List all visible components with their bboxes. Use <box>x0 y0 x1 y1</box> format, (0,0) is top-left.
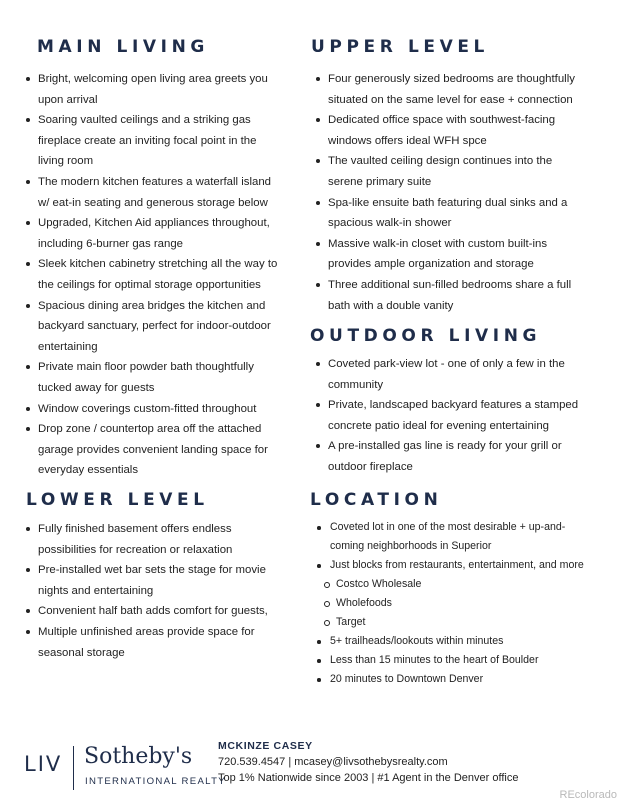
footer <box>0 738 621 804</box>
list-item-text: seasonal storage <box>38 646 125 659</box>
lower-level-section <box>26 490 301 663</box>
list-item-text: living room <box>38 155 94 168</box>
list-item-text: serene primary suite <box>328 175 432 188</box>
list-item-text: tucked away for guests <box>38 381 155 394</box>
lower-level-list <box>26 519 301 663</box>
list-item-text: Bright, welcoming open living area greets you <box>38 73 268 85</box>
location-sublist <box>317 575 617 632</box>
list-item <box>317 518 617 556</box>
list-item <box>317 651 617 670</box>
list-item <box>26 357 301 398</box>
list-item-text: The vaulted ceiling design continues into the <box>328 155 553 168</box>
list-item <box>316 151 616 192</box>
list-item <box>26 110 301 172</box>
list-item-text: provides ample organization and storage <box>328 258 534 271</box>
sublist-container <box>317 575 617 632</box>
agent-block <box>218 740 518 784</box>
list-item-text: w/ eat-in seating and generous storage below <box>38 196 268 209</box>
location-list <box>317 518 617 689</box>
list-item-text: concrete patio ideal for evening entertaining <box>328 419 549 432</box>
outdoor-living-list <box>310 354 616 478</box>
list-item <box>316 110 616 151</box>
list-item <box>26 213 301 254</box>
list-item-text: including 6-burner gas range <box>38 237 184 250</box>
list-item-text: 20 minutes to Downtown Denver <box>330 673 484 685</box>
list-item-text: backyard sanctuary, perfect for indoor-outdoor <box>38 320 271 333</box>
agent-contact[interactable]: 720.539.4547 | mcasey@livsothebysrealty.com <box>218 756 448 768</box>
list-item-text: Less than 15 minutes to the heart of Boulder <box>330 654 539 666</box>
lower-level-heading: LOWER LEVEL <box>26 490 209 510</box>
list-item-text: possibilities for recreation or relaxation <box>38 543 233 556</box>
list-item <box>26 254 301 295</box>
list-item <box>316 275 616 316</box>
agent-tagline: Top 1% Nationwide since 2003 | #1 Agent in the Denver office <box>218 772 519 784</box>
upper-level-list <box>316 69 616 316</box>
list-item <box>317 556 617 575</box>
list-item <box>310 395 616 436</box>
list-item-text: entertaining <box>38 340 98 353</box>
agent-name: MCKINZE CASEY <box>218 740 313 752</box>
sublist-item: Wholefoods <box>324 594 617 613</box>
list-item-text: Four generously sized bedrooms are thoughtfully <box>328 73 575 85</box>
list-item-text: situated on the same level for ease + connection <box>328 93 573 106</box>
list-item-text: Spacious dining area bridges the kitchen and <box>38 299 266 312</box>
main-living-heading: MAIN LIVING <box>37 37 209 57</box>
list-item-text: Upgraded, Kitchen Aid appliances throughout, <box>38 217 270 230</box>
list-item-text: Private, landscaped backyard features a stamped <box>328 399 579 412</box>
list-item-text: nights and entertaining <box>38 584 154 597</box>
upper-level-section <box>311 37 616 316</box>
list-item-text: 5+ trailheads/lookouts within minutes <box>330 635 504 647</box>
list-item <box>26 172 301 213</box>
sublist-item: Costco Wholesale <box>324 575 617 594</box>
list-item-text: Sleek kitchen cabinetry stretching all the way to <box>38 258 278 271</box>
list-item <box>310 354 616 395</box>
recolorado-watermark: REcolorado <box>559 789 617 801</box>
liv-logo: LIV <box>24 752 63 776</box>
list-item-text: upon arrival <box>38 93 98 106</box>
list-item <box>26 399 301 420</box>
list-item-text: Massive walk-in closet with custom built-ins <box>328 237 548 250</box>
list-item <box>26 296 301 358</box>
list-item <box>26 519 301 560</box>
upper-level-heading: UPPER LEVEL <box>311 37 489 57</box>
international-realty-label: INTERNATIONAL REALTY <box>85 776 226 787</box>
list-item <box>316 193 616 234</box>
list-item-text: fireplace create an inviting focal point in the <box>38 134 257 147</box>
list-item-text: Dedicated office space with southwest-facing <box>328 114 556 127</box>
list-item-text: garage provides convenient landing space for <box>38 443 268 456</box>
list-item-text: Window coverings custom-fitted throughout <box>38 402 257 415</box>
list-item-text: Coveted park-view lot - one of only a few in the <box>328 358 565 370</box>
list-item <box>316 234 616 275</box>
list-item-text: Multiple unfinished areas provide space for <box>38 625 255 638</box>
list-item-text: coming neighborhoods in Superior <box>330 540 492 552</box>
list-item <box>317 632 617 651</box>
location-section <box>310 490 617 689</box>
list-item <box>26 622 301 663</box>
sublist-item: Target <box>324 613 617 632</box>
list-item <box>26 419 301 481</box>
list-item <box>310 436 616 477</box>
location-heading: LOCATION <box>310 490 443 510</box>
list-item-text: spacious walk-in shower <box>328 217 452 230</box>
list-item-text: windows offers ideal WFH spce <box>328 134 487 147</box>
list-item-text: Drop zone / countertop area off the attached <box>38 423 262 436</box>
list-item <box>317 670 617 689</box>
main-living-section <box>26 37 301 481</box>
outdoor-living-heading: OUTDOOR LIVING <box>310 326 542 346</box>
list-item-text: Spa-like ensuite bath featuring dual sinks and a <box>328 196 568 209</box>
main-living-list <box>26 69 301 481</box>
list-item-text: Fully finished basement offers endless <box>38 523 232 535</box>
list-item-text: community <box>328 378 384 391</box>
list-item-text: everyday essentials <box>38 464 139 477</box>
list-item-text: Convenient half bath adds comfort for guests, <box>38 605 268 618</box>
list-item-text: outdoor fireplace <box>328 460 413 473</box>
list-item <box>316 69 616 110</box>
sothebys-logo: Sotheby's <box>84 744 193 769</box>
list-item-text: Coveted lot in one of the most desirable + up-and- <box>330 521 566 533</box>
list-item <box>26 69 301 110</box>
list-item-text: the ceilings for optimal storage opportunities <box>38 278 261 291</box>
list-item-text: A pre-installed gas line is ready for your grill or <box>328 440 562 453</box>
list-item-text: Pre-installed wet bar sets the stage for movie <box>38 564 266 577</box>
list-item-text: The modern kitchen features a waterfall island <box>38 175 271 188</box>
logo-divider <box>73 746 74 790</box>
outdoor-living-section <box>310 326 616 478</box>
list-item-text: Private main floor powder bath thoughtfully <box>38 361 254 374</box>
list-item-text: Three additional sun-filled bedrooms share a full <box>328 278 572 291</box>
list-item <box>26 560 301 601</box>
list-item-text: Soaring vaulted ceilings and a striking gas <box>38 114 251 127</box>
list-item-text: bath with a double vanity <box>328 299 454 312</box>
list-item-text: Just blocks from restaurants, entertainment, and more <box>330 559 584 571</box>
list-item <box>26 601 301 622</box>
